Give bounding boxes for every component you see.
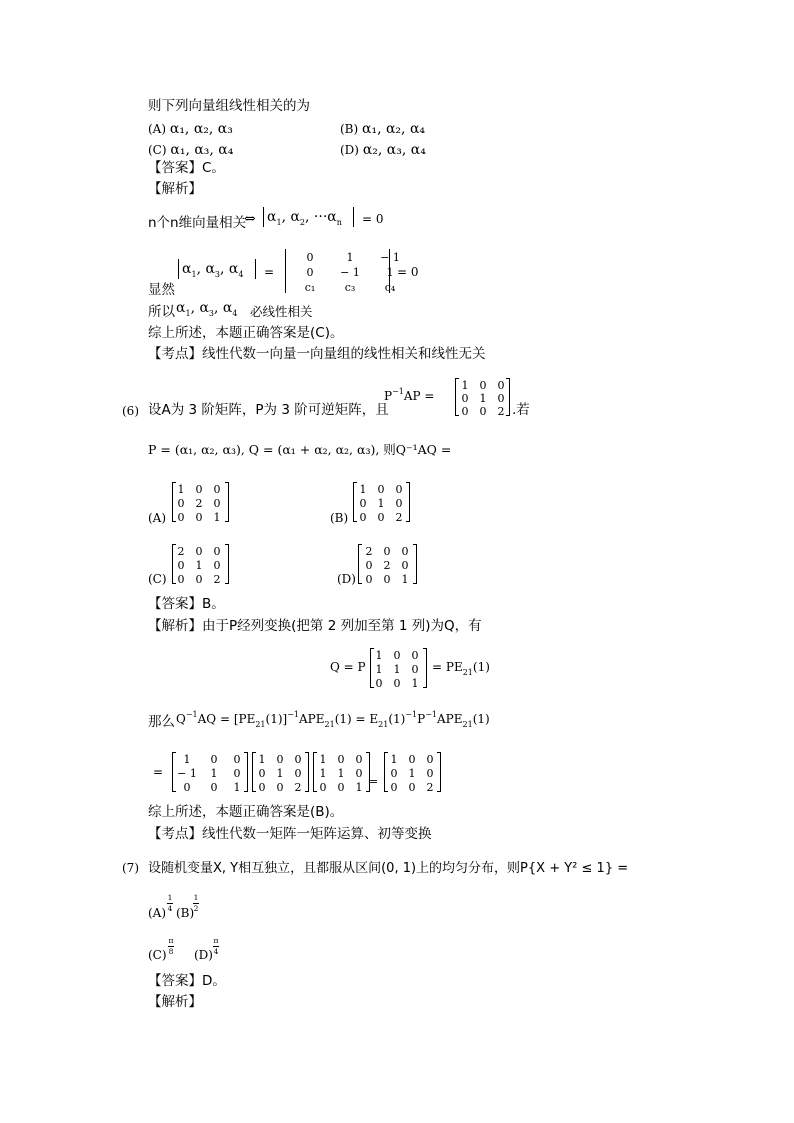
matrix-cell: 0: [395, 497, 403, 510]
matrix-cell: 0: [177, 559, 185, 572]
matrix-cell: 1: [411, 677, 419, 690]
diag-matrix: [456, 380, 510, 417]
bracket-right: [225, 544, 229, 584]
matrix-cell: 1: [479, 392, 487, 405]
q7-option-b-label: (B): [176, 906, 195, 920]
bracket-right: [506, 378, 510, 416]
matrix-cell: 0: [177, 511, 185, 524]
q6-q-lhs: Q = P: [330, 660, 366, 674]
matrix-cell: 0: [497, 379, 505, 392]
product-matrix-4: [385, 754, 439, 793]
det-bar-left: [285, 249, 286, 293]
matrix-cell: 2: [213, 573, 221, 586]
q6-stem1-tail: .若: [512, 402, 530, 418]
matrix-cell: 0: [319, 781, 327, 794]
matrix-cell: 1: [408, 767, 416, 780]
det-bar-right: [255, 259, 256, 279]
matrix-cell: 0: [401, 559, 409, 572]
option-d-matrix: [360, 546, 414, 585]
q7-answer: 【答案】D。: [148, 973, 226, 989]
q6-chain: $Q^{-1}AQ = [PE_{21}(1)]^{-1}APE_{21}(1) = E_{21}(1)^{-1}P^{-1}APE_{21}(1)$: [176, 710, 490, 729]
q5-line1-eq: = 0: [362, 212, 384, 226]
matrix-cell: 2: [365, 545, 373, 558]
matrix-cell: 2: [177, 545, 185, 558]
matrix-cell: 1: [183, 753, 191, 766]
matrix-cell: 0: [375, 677, 383, 690]
determinant-3x3: [290, 252, 410, 293]
matrix-cell: 1: [359, 483, 367, 496]
q6-final-eq: =: [153, 765, 164, 779]
q7-option-d-label: (D): [194, 948, 213, 962]
option-label: (B): [340, 122, 359, 136]
q7-number: (7): [122, 861, 139, 875]
q7-option-a-label: (A): [148, 906, 167, 920]
product-matrix-3: [314, 754, 368, 793]
equals-sign: =: [264, 265, 275, 279]
q6-analysis: 【解析】由于P经列变换(把第 2 列加至第 1 列)为Q，有: [148, 618, 482, 634]
product-matrix-1: [174, 754, 246, 793]
q6-answer: 【答案】B。: [148, 596, 225, 612]
matrix-cell: 0: [383, 573, 391, 586]
bracket-right: [305, 752, 309, 792]
matrix-cell: 1: [195, 559, 203, 572]
q5-line1-text: n个n维向量相关: [148, 215, 247, 231]
matrix-cell: 0: [294, 753, 302, 766]
matrix-cell: − 1: [177, 767, 197, 780]
matrix-cell: 0: [276, 753, 284, 766]
bracket-right: [413, 544, 417, 584]
q5-line3-tail: 必线性相关: [250, 304, 313, 319]
option-label: (C): [148, 143, 167, 157]
matrix-cell: 0: [213, 545, 221, 558]
q6-option-b-label: (B): [330, 511, 349, 525]
matrix-cell: 0: [377, 483, 385, 496]
bracket-right: [423, 648, 427, 688]
q6-stem1: 设A为 3 阶矩阵，P为 3 阶可逆矩阵，且: [148, 402, 389, 418]
q6-q-rhs: = $PE_{21}(1)$: [432, 660, 490, 677]
bracket-right: [437, 752, 441, 792]
matrix-cell: 0: [359, 511, 367, 524]
matrix-cell: 0: [294, 767, 302, 780]
matrix-cell: 0: [365, 573, 373, 586]
q6-nazhi: 那么: [148, 714, 175, 730]
q5-option-a: [148, 122, 233, 136]
matrix-cell: 1: [177, 483, 185, 496]
option-c-matrix: [172, 546, 226, 585]
q5-answer: 【答案】C。: [148, 160, 225, 176]
q7-option-d-fraction: π 4: [213, 936, 219, 956]
q5-stem: 则下列向量组线性相关的为: [148, 98, 310, 114]
q6-option-d-label: (D): [337, 572, 356, 586]
matrix-cell: 0: [390, 767, 398, 780]
q5-summary: 综上所述，本题正确答案是(C)。: [148, 325, 344, 341]
matrix-cell: 0: [479, 379, 487, 392]
q6-kaodian: 【考点】线性代数一矩阵一矩阵运算、初等变换: [148, 826, 432, 842]
q5-line2-text: 显然: [148, 282, 175, 298]
matrix-cell: 0: [195, 573, 203, 586]
matrix-cell: 0: [306, 266, 314, 279]
matrix-cell: 0: [408, 753, 416, 766]
det-bar-left: [178, 259, 179, 279]
matrix-cell: 0: [195, 483, 203, 496]
q5-option-c: [148, 143, 233, 157]
matrix-cell: 1: [393, 663, 401, 676]
matrix-cell: 2: [383, 559, 391, 572]
e21-matrix: [370, 650, 424, 689]
option-value: α₁, α₃, α₄: [170, 142, 234, 158]
matrix-cell: 0: [177, 573, 185, 586]
q5-line3-vectors: $\alpha_1$, $\alpha_3$, $\alpha_4$: [176, 300, 238, 318]
q6-option-a-label: (A): [148, 511, 167, 525]
matrix-cell: 2: [294, 781, 302, 794]
matrix-cell: 1: [233, 781, 241, 794]
option-value: α₁, α₂, α₄: [362, 121, 426, 137]
q6-option-c-label: (C): [148, 572, 167, 586]
matrix-cell: 0: [337, 753, 345, 766]
q5-kaodian: 【考点】线性代数一向量一向量组的线性相关和线性无关: [148, 346, 486, 362]
matrix-cell: 0: [213, 483, 221, 496]
matrix-cell: 0: [377, 511, 385, 524]
matrix-cell: 0: [411, 649, 419, 662]
option-value: α₁, α₂, α₃: [169, 121, 233, 137]
matrix-cell: 0: [393, 649, 401, 662]
option-b-matrix: [354, 484, 408, 523]
option-label: (A): [148, 122, 167, 136]
matrix-cell: c₁: [304, 281, 316, 294]
matrix-cell: 0: [395, 483, 403, 496]
matrix-cell: 1: [346, 251, 354, 264]
bracket-right: [225, 482, 229, 522]
det-bar-right: [353, 207, 354, 227]
matrix-cell: 0: [497, 392, 505, 405]
matrix-cell: 1: [461, 379, 469, 392]
matrix-cell: 0: [210, 753, 218, 766]
det-bar-left: [263, 207, 264, 227]
matrix-cell: 0: [426, 753, 434, 766]
det-bar-right: [389, 249, 390, 293]
q6-lhs: $P^{-1}AP$ =: [384, 387, 435, 403]
matrix-cell: 1: [319, 753, 327, 766]
matrix-cell: c₃: [344, 281, 356, 294]
bracket-right: [244, 752, 248, 792]
matrix-cell: 0: [210, 781, 218, 794]
matrix-cell: 0: [408, 781, 416, 794]
matrix-cell: 0: [401, 545, 409, 558]
matrix-cell: 1: [386, 266, 394, 279]
option-a-matrix: [172, 484, 226, 523]
q7-option-a-fraction: 1 4: [167, 893, 173, 913]
q5-det-vectors: $\alpha_1$, $\alpha_2$, $\cdot\cdot\cdot\alpha_n$: [267, 209, 342, 227]
matrix-cell: 2: [426, 781, 434, 794]
matrix-cell: 0: [233, 767, 241, 780]
matrix-cell: 1: [258, 753, 266, 766]
matrix-cell: 0: [195, 545, 203, 558]
matrix-cell: 1: [355, 781, 363, 794]
matrix-cell: 0: [461, 392, 469, 405]
q7-option-c-fraction: π 8: [168, 936, 174, 956]
matrix-cell: 0: [393, 677, 401, 690]
matrix-cell: 0: [461, 405, 469, 418]
q7-stem: 设随机变量X, Y相互独立，且都服从区间(0, 1)上的均匀分布，则P{X + Y² ≤ 1} =: [148, 861, 629, 876]
matrix-cell: 0: [195, 511, 203, 524]
matrix-cell: 0: [355, 767, 363, 780]
matrix-cell: 0: [276, 781, 284, 794]
matrix-cell: 1: [375, 663, 383, 676]
q6-line2: P = (α₁, α₂, α₃), Q = (α₁ + α₂, α₂, α₃), 则Q⁻¹AQ =: [148, 442, 452, 457]
matrix-cell: 0: [479, 405, 487, 418]
matrix-cell: − 1: [380, 251, 400, 264]
matrix-cell: 0: [213, 497, 221, 510]
q5-option-b: [340, 122, 425, 136]
matrix-cell: 0: [383, 545, 391, 558]
matrix-cell: 0: [213, 559, 221, 572]
q5-det-eq: = 0: [397, 265, 419, 279]
q5-option-d: [340, 143, 426, 157]
matrix-cell: 1: [377, 497, 385, 510]
q5-line3-text: 所以: [148, 304, 175, 320]
matrix-cell: 1: [337, 767, 345, 780]
matrix-cell: 2: [195, 497, 203, 510]
q5-analysis-label: 【解析】: [148, 181, 202, 197]
matrix-cell: 0: [258, 781, 266, 794]
q5-det-lhs-vectors: $\alpha_1$, $\alpha_3$, $\alpha_4$: [182, 261, 244, 279]
matrix-cell: 2: [395, 511, 403, 524]
matrix-cell: 1: [319, 767, 327, 780]
matrix-cell: 1: [375, 649, 383, 662]
q6-eq-mid: =: [369, 775, 379, 788]
q7-option-c-label: (C): [148, 948, 167, 962]
matrix-cell: 0: [183, 781, 191, 794]
matrix-cell: 1: [213, 511, 221, 524]
matrix-cell: 2: [497, 405, 505, 418]
matrix-cell: 0: [365, 559, 373, 572]
matrix-cell: 0: [390, 781, 398, 794]
matrix-cell: 0: [355, 753, 363, 766]
iff-symbol: ⇔: [244, 211, 256, 227]
matrix-cell: − 1: [340, 266, 360, 279]
matrix-cell: 1: [401, 573, 409, 586]
bracket-right: [406, 482, 410, 522]
matrix-cell: 0: [306, 251, 314, 264]
option-label: (D): [340, 143, 359, 157]
q7-analysis-label: 【解析】: [148, 994, 202, 1010]
matrix-cell: 0: [177, 497, 185, 510]
q6-number: (6): [122, 404, 139, 418]
matrix-cell: 0: [337, 781, 345, 794]
matrix-cell: 0: [233, 753, 241, 766]
matrix-cell: 0: [258, 767, 266, 780]
matrix-cell: 0: [411, 663, 419, 676]
matrix-cell: 0: [426, 767, 434, 780]
matrix-cell: c₄: [384, 281, 396, 294]
matrix-cell: 1: [390, 753, 398, 766]
matrix-cell: 1: [210, 767, 218, 780]
q7-option-b-fraction: 1 2: [193, 893, 199, 913]
matrix-cell: 1: [276, 767, 284, 780]
q6-summary: 综上所述，本题正确答案是(B)。: [148, 804, 344, 820]
matrix-cell: 0: [359, 497, 367, 510]
option-value: α₂, α₃, α₄: [362, 142, 426, 158]
product-matrix-2: [253, 754, 307, 793]
